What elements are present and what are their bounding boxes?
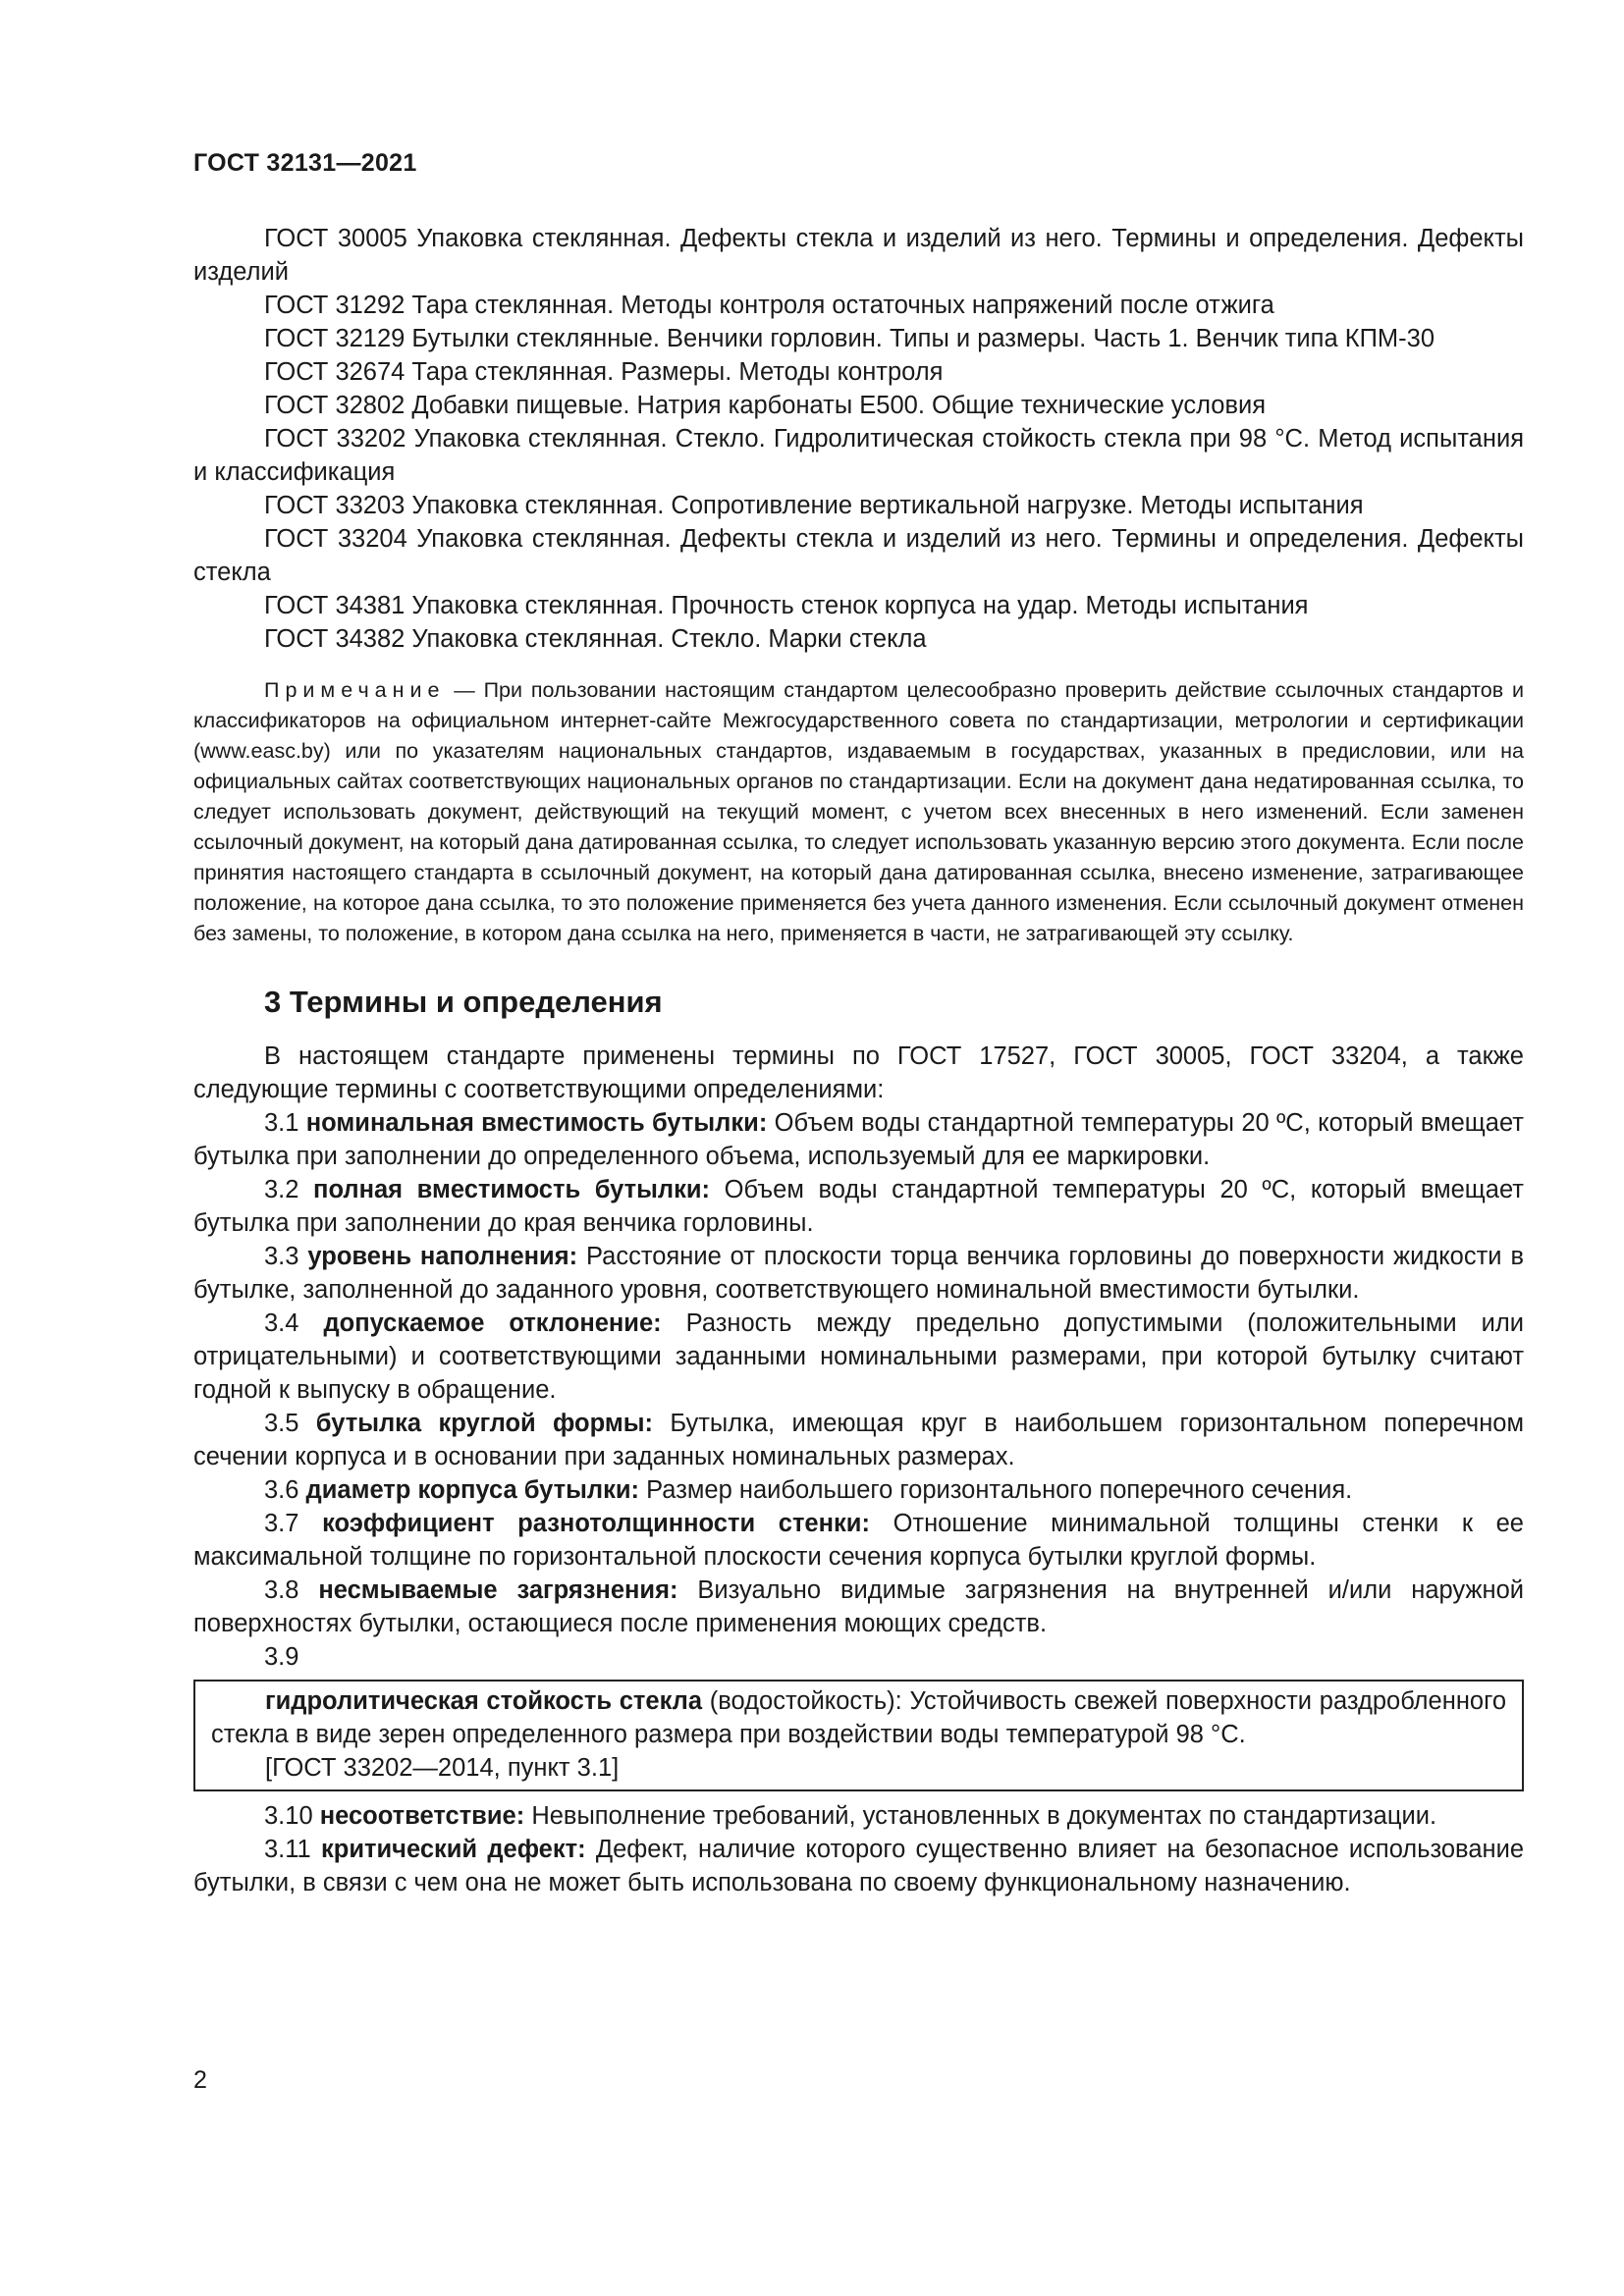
term-source: [ГОСТ 33202—2014, пункт 3.1] xyxy=(265,1754,620,1782)
term-entry xyxy=(193,1473,1524,1507)
term-number: 3.1 xyxy=(264,1109,299,1137)
note-label: Примечание xyxy=(264,678,446,702)
section-intro: В настоящем стандарте применены термины по ГОСТ 17527, ГОСТ 30005, ГОСТ 33204, а также следующие термины с соответствующими определениями: xyxy=(193,1042,1524,1103)
page-number: 2 xyxy=(193,2066,207,2094)
term-number: 3.11 xyxy=(264,1836,311,1863)
term-entry xyxy=(193,1173,1524,1240)
term-entry xyxy=(193,1240,1524,1307)
term-name: гидролитическая стойкость стекла xyxy=(265,1687,703,1715)
term-name: бутылка круглой формы: xyxy=(315,1410,653,1437)
term-definition: Расстояние от плоскости торца венчика горловины до поверхности жидкости в бутылке, заполненной до заданного уровня, соответствующего номинальной вместимости бутылки. xyxy=(193,1243,1524,1304)
term-name: уровень наполнения: xyxy=(307,1243,578,1270)
note-text: — При пользовании настоящим стандартом целесообразно проверить действие ссылочных стандартов и классификаторов на официальном интернет-сайте Межгосударственного совета по стандартизации, метрологии и сертификации (www.easc.by) или по указателям национальных стандартов, издаваемым в государствах, указанных в предисловии, или на официальных сайтах соответствующих национальных органов по стандартизации. Если на документ дана недатированная ссылка, то следует использовать документ, действующий на текущий момент, с учетом всех внесенных в него изменений. Если заменен ссылочный документ, на который дана датированная ссылка, то следует использовать указанную версию этого документа. Если после принятия настоящего стандарта в ссылочный документ, на который дана датированная ссылка, внесено изменение, затрагивающее положение, на которое дана ссылка, то это положение применяется без учета данного изменения. Если ссылочный документ отменен без замены, то положение, в котором дана ссылка на него, применяется в части, не затрагивающей эту ссылку. xyxy=(193,678,1524,945)
term-definition: (водостойкость): Устойчивость свежей поверхности раздробленного стекла в виде зерен определенного размера при воздействии воды температурой 98 °С. xyxy=(211,1687,1507,1748)
term-name: допускаемое отклонение: xyxy=(323,1309,662,1337)
term-number: 3.8 xyxy=(264,1576,299,1604)
term-name: полная вместимость бутылки: xyxy=(313,1176,711,1203)
note-paragraph xyxy=(193,675,1524,949)
reference-item: ГОСТ 33202 Упаковка стеклянная. Стекло. Гидролитическая стойкость стекла при 98 °С. Метод испытания и классификация xyxy=(193,425,1524,486)
document-body xyxy=(193,222,1524,1899)
reference-item: ГОСТ 32129 Бутылки стеклянные. Венчики горловин. Типы и размеры. Часть 1. Венчик типа КПМ-30 xyxy=(264,325,1435,352)
term-name: несмываемые загрязнения: xyxy=(318,1576,678,1604)
term-number: 3.10 xyxy=(264,1802,313,1830)
term-definition: Объем воды стандартной температуры 20 ºС, который вмещает бутылка при заполнении до определенного объема, используемый для ее маркировки. xyxy=(193,1109,1524,1170)
reference-item: ГОСТ 34382 Упаковка стеклянная. Стекло. Марки стекла xyxy=(264,625,927,653)
term-entry xyxy=(193,1507,1524,1574)
section-title: 3 Термины и определения xyxy=(264,985,663,1019)
term-name: диаметр корпуса бутылки: xyxy=(305,1476,640,1504)
term-definition: Невыполнение требований, установленных в документах по стандартизации. xyxy=(531,1802,1437,1830)
term-entry xyxy=(193,1106,1524,1173)
term-definition: Размер наибольшего горизонтального поперечного сечения. xyxy=(646,1476,1353,1504)
term-definition: Бутылка, имеющая круг в наибольшем горизонтальном поперечном сечении корпуса и в основании при заданных номинальных размерах. xyxy=(193,1410,1524,1470)
term-name: коэффициент разнотолщинности стенки: xyxy=(322,1510,870,1537)
term-number: 3.5 xyxy=(264,1410,299,1437)
reference-item: ГОСТ 34381 Упаковка стеклянная. Прочность стенок корпуса на удар. Методы испытания xyxy=(264,592,1309,619)
term-definition: Отношение минимальной толщины стенки к ее максимальной толщине по горизонтальной плоскости сечения корпуса бутылки круглой формы. xyxy=(193,1510,1524,1571)
term-number: 3.7 xyxy=(264,1510,299,1537)
term-definition: Разность между предельно допустимыми (положительными или отрицательными) и соответствующими заданными номинальными размерами, при которой бутылку считают годной к выпуску в обращение. xyxy=(193,1309,1524,1404)
term-number: 3.4 xyxy=(264,1309,299,1337)
term-entry xyxy=(193,1307,1524,1407)
reference-item: ГОСТ 32674 Тара стеклянная. Размеры. Методы контроля xyxy=(264,358,944,386)
term-number: 3.2 xyxy=(264,1176,299,1203)
reference-item: ГОСТ 30005 Упаковка стеклянная. Дефекты стекла и изделий из него. Термины и определения. Дефекты изделий xyxy=(193,225,1524,286)
document-header: ГОСТ 32131—2021 xyxy=(193,149,417,177)
term-definition: Объем воды стандартной температуры 20 ºС, который вмещает бутылка при заполнении до края венчика горловины. xyxy=(193,1176,1524,1237)
quoted-term-box xyxy=(193,1680,1524,1791)
term-entry xyxy=(193,1574,1524,1640)
term-name: номинальная вместимость бутылки: xyxy=(305,1109,768,1137)
reference-item: ГОСТ 32802 Добавки пищевые. Натрия карбонаты E500. Общие технические условия xyxy=(264,392,1267,419)
term-entry xyxy=(193,1407,1524,1473)
term-number: 3.6 xyxy=(264,1476,299,1504)
term-number: 3.3 xyxy=(264,1243,299,1270)
term-entry xyxy=(193,1799,1524,1833)
term-name: критический дефект: xyxy=(320,1836,586,1863)
reference-item: ГОСТ 33204 Упаковка стеклянная. Дефекты стекла и изделий из него. Термины и определения. Дефекты стекла xyxy=(193,525,1524,586)
term-entry xyxy=(211,1684,1506,1751)
reference-item: ГОСТ 33203 Упаковка стеклянная. Сопротивление вертикальной нагрузке. Методы испытания xyxy=(264,492,1364,519)
term-number-standalone: 3.9 xyxy=(264,1643,299,1671)
term-entry xyxy=(193,1833,1524,1899)
term-name: несоответствие: xyxy=(319,1802,525,1830)
term-definition: Визуально видимые загрязнения на внутренней и/или наружной поверхностях бутылки, остающиеся после применения моющих средств. xyxy=(193,1576,1524,1637)
reference-item: ГОСТ 31292 Тара стеклянная. Методы контроля остаточных напряжений после отжига xyxy=(264,292,1274,319)
term-definition: Дефект, наличие которого существенно влияет на безопасное использование бутылки, в связи с чем она не может быть использована по своему функциональному назначению. xyxy=(193,1836,1525,1896)
